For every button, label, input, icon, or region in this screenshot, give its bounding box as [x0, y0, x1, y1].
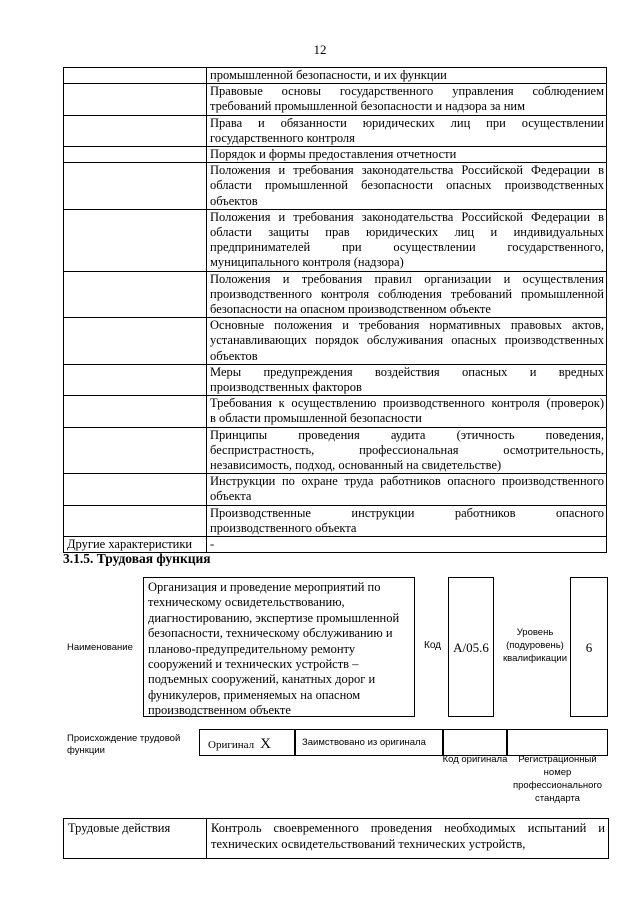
- level-value: 6: [570, 577, 608, 717]
- knowledge-item: [207, 474, 607, 505]
- knowledge-item: [207, 505, 607, 536]
- text-line: Основные положения и требования нормативных правовых актов,: [210, 318, 604, 333]
- knowledge-item: [207, 364, 607, 395]
- function-name-line: подъемных сооружений, канатных дорог и: [148, 672, 376, 687]
- page-number: 12: [313, 42, 327, 57]
- text-line: Положения и требования правил организации и осуществления: [210, 271, 604, 286]
- origin-label: Происхождение трудовой функции: [67, 733, 181, 756]
- actions-text: [207, 819, 609, 859]
- knowledge-item: [207, 68, 607, 84]
- knowledge-row: [64, 271, 607, 318]
- knowledge-row: [64, 396, 607, 427]
- function-name-line: производственном объекте: [148, 703, 291, 718]
- knowledge-row: [64, 318, 607, 365]
- text-line: производственных факторов: [210, 380, 362, 395]
- text-line: независимость, подход, основанный на свидетельстве): [210, 458, 502, 473]
- reg-number-label: Регистрационный номер профессионального стандарта: [513, 754, 602, 804]
- text-line: технических освидетельствований технических устройств,: [211, 836, 526, 851]
- row-label: [64, 396, 207, 427]
- name-label: Наименование: [67, 642, 133, 653]
- knowledge-row: [64, 115, 607, 146]
- text-line: промышленной безопасности, и их функции: [210, 68, 447, 82]
- function-name-line: техническому освидетельствованию,: [148, 595, 345, 610]
- knowledge-item: [207, 209, 607, 271]
- text-line: Требования к осуществлению производственного контроля (проверок): [210, 396, 604, 411]
- function-name-line: планово-предупредительному ремонту: [148, 641, 356, 656]
- knowledge-row: [64, 209, 607, 271]
- text-line: в области промышленной безопасности: [210, 411, 422, 426]
- actions-table: [63, 818, 609, 859]
- actions-label: Трудовые действия: [64, 819, 207, 859]
- text-line: безопасности на опасном производственном объекте: [210, 302, 491, 317]
- function-name-line: диагностированию, экспертизе промышленной: [148, 610, 400, 625]
- row-label: [64, 318, 207, 365]
- knowledge-row: [64, 364, 607, 395]
- text-line: муниципального контроля (надзора): [210, 255, 404, 270]
- knowledge-row: [64, 163, 607, 210]
- original-mark: X: [260, 736, 271, 752]
- text-line: производственного контроля соблюдения требований промышленной: [210, 286, 604, 301]
- text-line: Правовые основы государственного управления соблюдением: [210, 84, 604, 99]
- text-line: Инструкции по охране труда работников опасного производственного: [210, 474, 604, 489]
- knowledge-row: [64, 474, 607, 505]
- knowledge-table: [63, 67, 607, 553]
- text-line: государственного контроля: [210, 130, 355, 145]
- other-label: Другие характеристики: [64, 537, 207, 553]
- knowledge-item: [207, 427, 607, 474]
- text-line: беспристрастность, профессиональная осмотрительность,: [210, 442, 604, 457]
- function-name-line: Организация и проведение мероприятий по: [148, 580, 381, 594]
- text-line: области защиты прав юридических лиц и индивидуальных: [210, 225, 604, 240]
- text-line: Права и обязанности юридических лиц при осуществлении: [210, 115, 604, 130]
- knowledge-row: [64, 147, 607, 163]
- knowledge-row: [64, 84, 607, 115]
- text-line: Положения и требования законодательства Российской Федерации в: [210, 209, 604, 224]
- text-line: предпринимателей при осуществлении государственного,: [210, 240, 604, 255]
- text-line: Меры предупреждения воздействия опасных и вредных: [210, 364, 604, 379]
- knowledge-item: [207, 115, 607, 146]
- row-label: [64, 84, 207, 115]
- row-label: [64, 163, 207, 210]
- section-title: 3.1.5. Трудовая функция: [63, 551, 211, 566]
- code-original-label: Код оригинала: [442, 754, 508, 765]
- knowledge-item: [207, 147, 607, 163]
- code-value: A/05.6: [448, 577, 494, 717]
- row-label: [64, 505, 207, 536]
- function-name-line: фуникулеров, применяемых на опасном: [148, 687, 361, 702]
- knowledge-item: [207, 84, 607, 115]
- knowledge-item: [207, 396, 607, 427]
- borrowed-box: Заимствовано из оригинала: [295, 729, 443, 756]
- function-name-box: [143, 577, 415, 717]
- function-name-line: безопасности, техническому обслуживанию и: [148, 626, 393, 641]
- text-line: объектов: [210, 193, 258, 208]
- original-box: [199, 729, 295, 756]
- row-label: [64, 147, 207, 163]
- text-line: Производственные инструкции работников опасного: [210, 505, 604, 520]
- text-line: устанавливающих порядок обслуживания опасных производственных: [210, 333, 604, 348]
- knowledge-item: [207, 271, 607, 318]
- row-label: [64, 209, 207, 271]
- text-line: Положения и требования законодательства Российской Федерации в: [210, 163, 604, 178]
- actions-row: [64, 819, 609, 859]
- row-label: [64, 115, 207, 146]
- text-line: Порядок и формы предоставления отчетности: [210, 147, 457, 162]
- row-label: [64, 68, 207, 84]
- code-original-box: [443, 729, 507, 756]
- text-line: Контроль своевременного проведения необходимых испытаний и: [211, 821, 605, 835]
- text-line: требований промышленной безопасности и надзора за ним: [210, 99, 525, 114]
- level-label: Уровень (подуровень) квалификации: [502, 627, 568, 664]
- knowledge-item: [207, 163, 607, 210]
- row-label: [64, 474, 207, 505]
- knowledge-row: [64, 427, 607, 474]
- function-name-line: сооружений и технических устройств –: [148, 657, 359, 672]
- text-line: объектов: [210, 348, 258, 363]
- knowledge-row: [64, 68, 607, 84]
- reg-number-box: [507, 729, 608, 756]
- text-line: Принципы проведения аудита (этичность поведения,: [210, 427, 604, 442]
- original-label: Оригинал: [208, 739, 255, 751]
- row-label: [64, 427, 207, 474]
- text-line: области промышленной безопасности опасных производственных: [210, 178, 604, 193]
- text-line: производственного объекта: [210, 520, 357, 535]
- row-label: [64, 364, 207, 395]
- other-value: -: [207, 537, 607, 553]
- knowledge-item: [207, 318, 607, 365]
- knowledge-row: [64, 505, 607, 536]
- row-label: [64, 271, 207, 318]
- code-label: Код: [424, 640, 442, 651]
- text-line: объекта: [210, 489, 252, 504]
